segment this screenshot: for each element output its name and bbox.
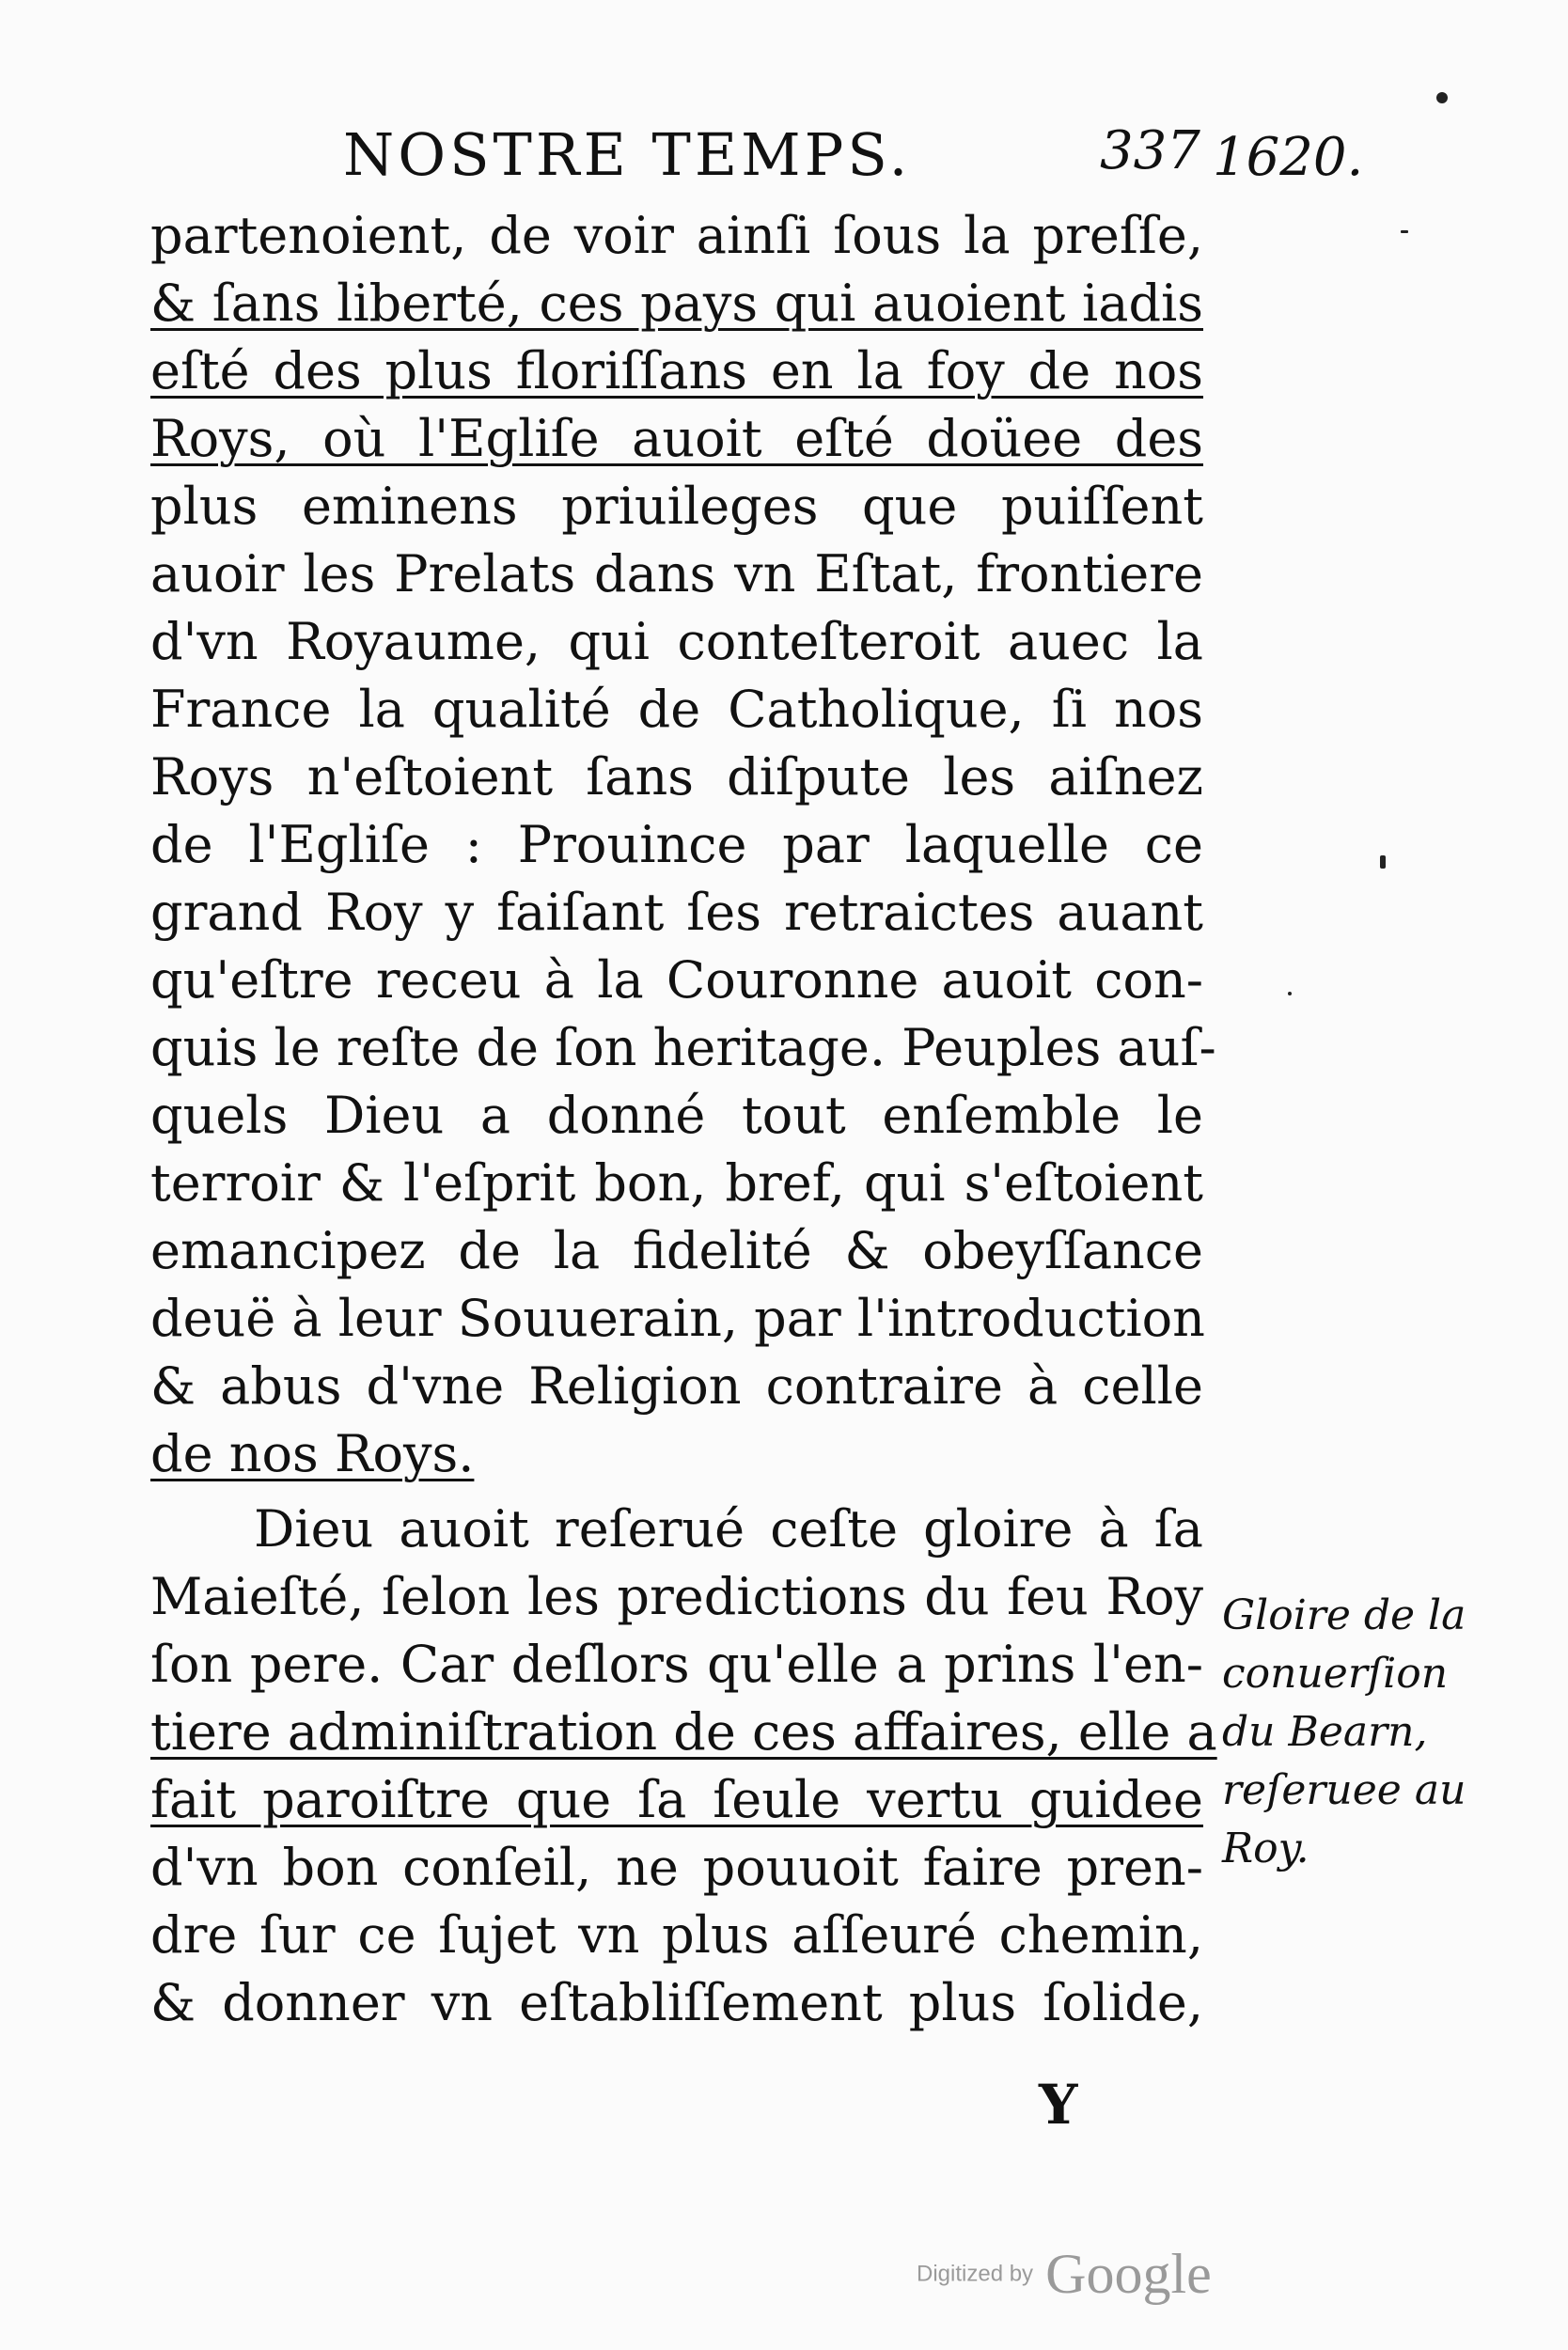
text-line: Roys n'eſtoient ſans diſpute les aiſnez xyxy=(150,747,1203,807)
text-line: quis le reſte de ſon heritage. Peuples auſ- xyxy=(150,1018,1216,1077)
signature-mark: Y xyxy=(1039,2073,1078,2137)
ink-speck xyxy=(1288,992,1292,995)
text-line: plus eminens priuileges que puiſſent xyxy=(150,477,1203,536)
text-line: ſon pere. Car deſlors qu'elle a prins l'en- xyxy=(150,1635,1203,1694)
text-line: & abus d'vne Religion contraire à celle xyxy=(150,1356,1203,1416)
text-line: tiere adminiſtration de ces affaires, elle a xyxy=(150,1702,1217,1762)
text-line: fait paroiſtre que ſa ſeule vertu guidee xyxy=(150,1770,1203,1829)
margin-year: 1620. xyxy=(1213,127,1364,188)
margin-note-line: Roy. xyxy=(1222,1825,1309,1872)
text-line: Dieu auoit reſerué ceſte gloire à ſa xyxy=(254,1499,1203,1559)
margin-note xyxy=(1222,1587,1504,1878)
stamp-prefix: Digitized by xyxy=(917,2261,1034,2287)
margin-note-line: conuerſion xyxy=(1222,1650,1449,1698)
margin-note-line: reſeruee au xyxy=(1222,1766,1466,1814)
text-line: & donner vn eſtabliſſement plus ſolide, xyxy=(150,1973,1203,2032)
text-line: deuë à leur Souuerain, par l'introduction xyxy=(150,1289,1205,1348)
text-line: terroir & l'eſprit bon, bref, qui s'eſtoient xyxy=(150,1153,1203,1213)
text-line: grand Roy y faiſant ſes retraictes auant xyxy=(150,883,1203,942)
text-line: Maieſté, ſelon les predictions du feu Roy xyxy=(150,1567,1203,1626)
text-line: Roys, où l'Egliſe auoit eſté doüee des xyxy=(150,409,1203,468)
margin-note-line: du Bearn, xyxy=(1222,1708,1428,1756)
margin-note-line: Gloire de la xyxy=(1222,1591,1466,1639)
text-line: & ſans liberté, ces pays qui auoient iadis xyxy=(150,274,1203,333)
text-line: quels Dieu a donné tout enſemble le xyxy=(150,1086,1203,1145)
body-text xyxy=(150,202,1217,2037)
text-line: de nos Roys. xyxy=(150,1424,475,1483)
text-line: d'vn Royaume, qui conteſteroit auec la xyxy=(150,612,1203,671)
digitization-stamp xyxy=(917,2242,1212,2307)
text-line: de l'Egliſe : Prouince par laquelle ce xyxy=(150,815,1203,874)
page-number: 337 xyxy=(1100,120,1200,181)
text-line: auoir les Prelats dans vn Eſtat, frontiere xyxy=(150,544,1203,603)
ink-speck xyxy=(1436,92,1448,103)
text-line: partenoient, de voir ainſi ſous la preſſe, xyxy=(150,206,1203,265)
stamp-brand: Google xyxy=(1045,2243,1212,2305)
text-line: dre ſur ce ſujet vn plus aſſeuré chemin, xyxy=(150,1905,1203,1965)
text-line: d'vn bon conſeil, ne pouuoit faire pren- xyxy=(150,1838,1203,1897)
running-header-title: NOSTRE TEMPS. xyxy=(343,120,912,189)
text-line: France la qualité de Catholique, ſi nos xyxy=(150,680,1203,739)
text-line: eſté des plus floriſſans en la foy de nos xyxy=(150,341,1203,400)
ink-speck xyxy=(1380,855,1386,869)
ink-speck xyxy=(1401,230,1408,233)
text-line: emancipez de la fidelité & obeyſſance xyxy=(150,1221,1203,1280)
text-line: qu'eſtre receu à la Couronne auoit con- xyxy=(150,950,1203,1010)
